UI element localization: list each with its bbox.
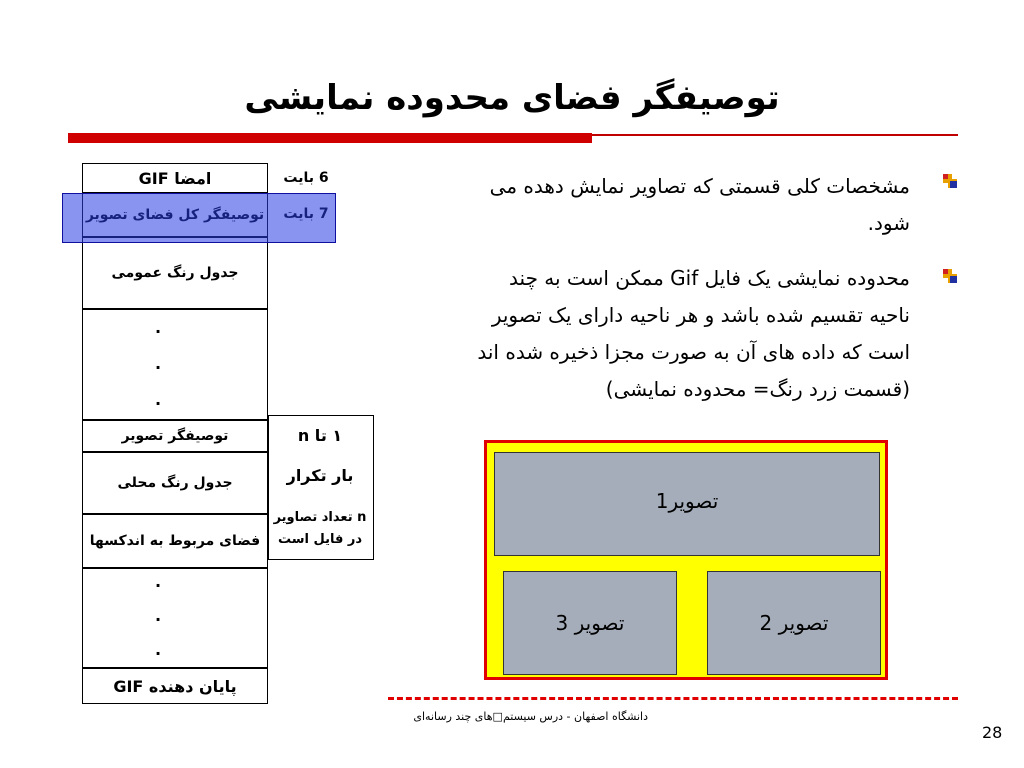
ellipsis-dot: . (155, 318, 162, 337)
bullet-2-line-1: محدوده نمایشی یک فایل Gif ممکن است به چند (509, 266, 910, 290)
slide-title: توصیفگر فضای محدوده نمایشی (244, 78, 780, 118)
signature-size-label: 6 بایت (283, 170, 329, 186)
row-image-descriptor: توصیفگر تصویر (82, 420, 268, 452)
bullet-2-line-3: است که داده های آن به صورت مجزا ذخیره شده اند (477, 340, 910, 364)
row-gif-terminator: پایان دهنده GIF (82, 668, 268, 704)
row-gif-signature: امضا GIF (82, 163, 268, 193)
repeat-count-label: n تعداد تصاویر (273, 510, 367, 525)
repeat-range-label: ۱ تا n (297, 426, 343, 445)
ellipsis-dot: . (155, 354, 162, 373)
page-number: 28 (982, 723, 1003, 742)
title-underline-accent (68, 133, 592, 143)
row-index-data: فضای مربوط به اندکسها (82, 514, 268, 568)
footer-divider (388, 697, 958, 700)
image-3-region: تصویر 3 (503, 571, 677, 675)
bullet-2-line-2: ناحیه تقسیم شده باشد و هر ناحیه دارای یک تصویر (491, 303, 910, 327)
ellipsis-dot: . (155, 640, 162, 659)
repeat-times-label: بار تکرار (286, 466, 354, 485)
ellipsis-dot: . (155, 572, 162, 591)
bullet-icon (942, 173, 958, 189)
row-global-color-table: جدول رنگ عمومی (82, 237, 268, 309)
ellipsis-dot: . (155, 606, 162, 625)
row-dots-2 (82, 568, 268, 668)
screen-descriptor-highlight (62, 193, 336, 243)
bullet-1-line-1: مشخصات کلی قسمتی که تصاویر نمایش دهده می (489, 174, 910, 198)
bullet-1-line-2: شود. (867, 211, 910, 235)
bullet-2-line-4: (قسمت زرد رنگ= محدوده نمایشی) (605, 377, 910, 401)
bullet-icon (942, 268, 958, 284)
row-dots-1 (82, 309, 268, 420)
footer-text: دانشگاه اصفهان - درس سیستم□های چند رسانه‌ای (413, 710, 648, 723)
image-2-region: تصویر 2 (707, 571, 881, 675)
image-1-region: تصویر1 (494, 452, 880, 556)
repeat-file-label: در فایل است (277, 532, 363, 547)
ellipsis-dot: . (155, 390, 162, 409)
row-local-color-table: جدول رنگ محلی (82, 452, 268, 514)
